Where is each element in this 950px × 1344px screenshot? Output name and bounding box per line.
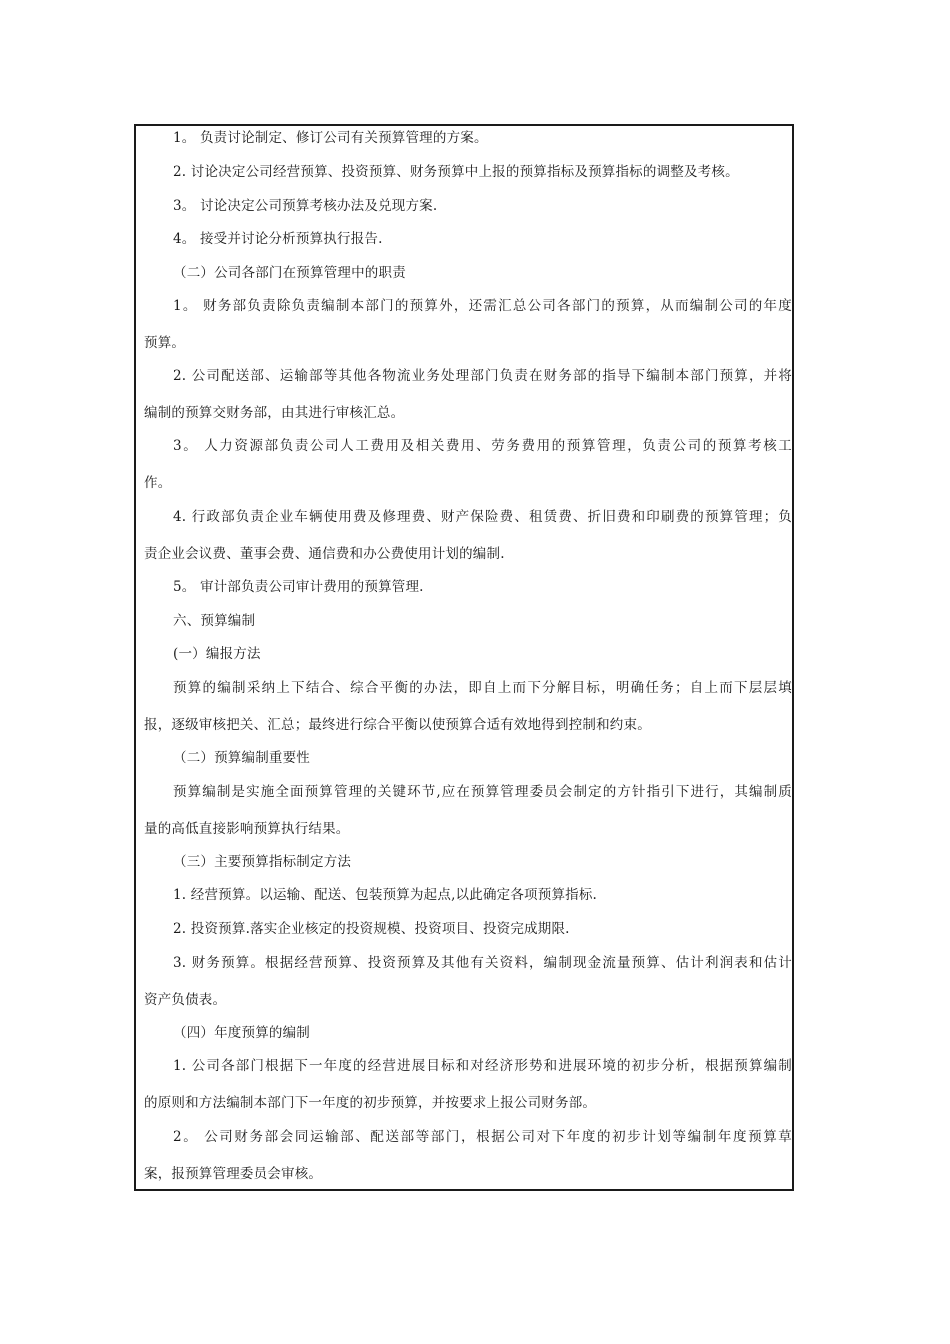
paragraph-line: 1. 公司各部门根据下一年度的经营进展目标和对经济形势和进展环境的初步分析，根据预算编制 [173,1058,792,1074]
paragraph-line: 责企业会议费、董事会费、通信费和办公费使用计划的编制. [144,546,505,562]
paragraph-line: 预算的编制采纳上下结合、综合平衡的办法，即自上而下分解目标，明确任务；自上而下层层填 [173,680,792,696]
paragraph-line: 1。 财务部负责除负责编制本部门的预算外，还需汇总公司各部门的预算，从而编制公司的年度 [173,298,792,314]
paragraph-line: 量的高低直接影响预算执行结果。 [144,821,350,837]
paragraph-line: 2. 投资预算.落实企业核定的投资规模、投资项目、投资完成期限. [173,921,570,937]
section-heading: （二）预算编制重要性 [173,750,310,766]
paragraph-line: 案，报预算管理委员会审核。 [144,1166,323,1182]
paragraph-line: 作。 [144,475,172,491]
paragraph-line: 4。 接受并讨论分析预算执行报告. [173,231,383,247]
paragraph-line: 2. 讨论决定公司经营预算、投资预算、财务预算中上报的预算指标及预算指标的调整及考核。 [173,164,739,180]
paragraph-line: 3. 财务预算。根据经营预算、投资预算及其他有关资料，编制现金流量预算、估计利润表和估计 [173,955,792,971]
paragraph-line: 预算。 [144,335,186,351]
paragraph-line: 1。 负责讨论制定、修订公司有关预算管理的方案。 [173,130,488,146]
paragraph-line: 3。 人力资源部负责公司人工费用及相关费用、劳务费用的预算管理，负责公司的预算考核工 [173,438,792,454]
paragraph-line: 2。 公司财务部会同运输部、配送部等部门，根据公司对下年度的初步计划等编制年度预算草 [173,1129,792,1145]
paragraph-line: 报，逐级审核把关、汇总；最终进行综合平衡以使预算合适有效地得到控制和约束。 [144,717,651,733]
paragraph-line: 1. 经营预算。以运输、配送、包装预算为起点,以此确定各项预算指标. [173,887,598,903]
paragraph-line: 2. 公司配送部、运输部等其他各物流业务处理部门负责在财务部的指导下编制本部门预算，并将 [173,368,792,384]
section-heading: （三）主要预算指标制定方法 [173,854,352,870]
section-heading: 六、预算编制 [173,613,256,629]
paragraph-line: 预算编制是实施全面预算管理的关键环节,应在预算管理委员会制定的方针指引下进行，其编制质 [173,784,792,800]
section-heading: （四）年度预算的编制 [173,1025,310,1041]
paragraph-line: 资产负债表。 [144,992,227,1008]
paragraph-line: 5。 审计部负责公司审计费用的预算管理. [173,579,424,595]
paragraph-line: 编制的预算交财务部，由其进行审核汇总。 [144,405,405,421]
paragraph-line: 4. 行政部负责企业车辆使用费及修理费、财产保险费、租赁费、折旧费和印刷费的预算管理；负 [173,509,792,525]
paragraph-line: 的原则和方法编制本部门下一年度的初步预算，并按要求上报公司财务部。 [144,1095,597,1111]
section-heading: （二）公司各部门在预算管理中的职责 [173,265,406,281]
paragraph-line: 3。 讨论决定公司预算考核办法及兑现方案. [173,198,438,214]
section-heading: (一）编报方法 [173,646,261,662]
